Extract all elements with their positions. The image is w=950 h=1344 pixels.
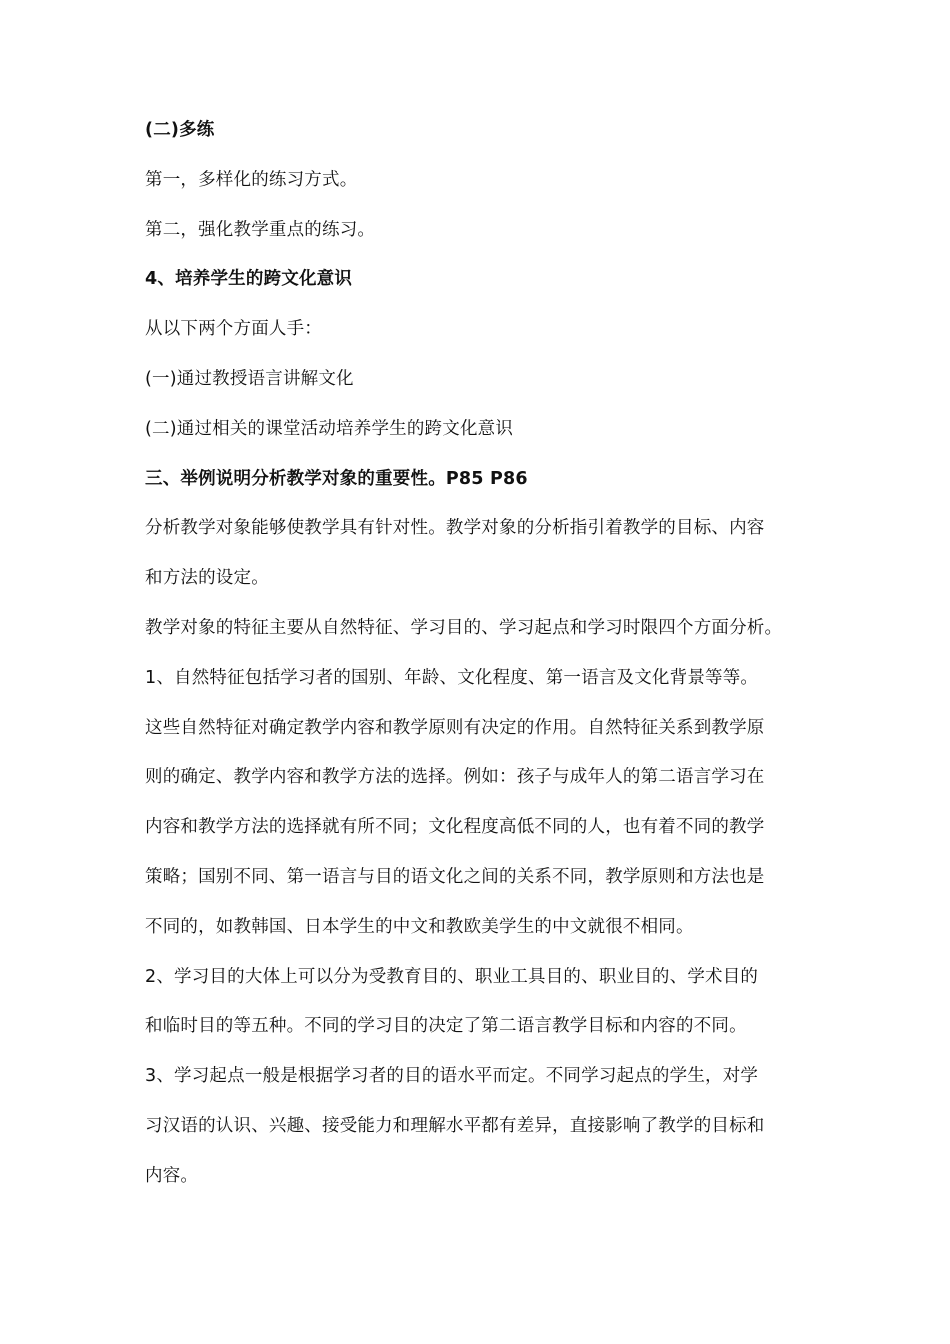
text-line: 则的确定、教学内容和教学方法的选择。例如：孩子与成年人的第二语言学习在 bbox=[145, 767, 765, 788]
heading-section-three bbox=[145, 455, 815, 505]
text-line: 和临时目的等五种。不同的学习目的决定了第二语言教学目标和内容的不同。 bbox=[145, 1016, 747, 1037]
text-line: 和方法的设定。 bbox=[145, 568, 269, 589]
text-line: 不同的，如教韩国、日本学生的中文和教欧美学生的中文就很不相同。 bbox=[145, 916, 694, 937]
text-line: 第一，多样化的练习方式。 bbox=[145, 169, 358, 190]
heading-line: (二)多练 bbox=[145, 120, 215, 140]
paragraph bbox=[145, 206, 815, 256]
heading-duolian bbox=[145, 106, 815, 156]
text-line: 分析教学对象能够使教学具有针对性。教学对象的分析指引着教学的目标、内容 bbox=[145, 518, 765, 539]
heading-line: 三、举例说明分析教学对象的重要性。P85 P86 bbox=[145, 468, 528, 489]
paragraph bbox=[145, 405, 815, 455]
text-line: 第二，强化教学重点的练习。 bbox=[145, 219, 376, 240]
text-line: (二)通过相关的课堂活动培养学生的跨文化意识 bbox=[145, 418, 514, 439]
paragraph bbox=[145, 355, 815, 405]
text-line: 这些自然特征对确定教学内容和教学原则有决定的作用。自然特征关系到教学原 bbox=[145, 717, 765, 738]
text-line: 教学对象的特征主要从自然特征、学习目的、学习起点和学习时限四个方面分析。 bbox=[145, 617, 783, 638]
paragraph bbox=[145, 654, 815, 704]
heading-cross-cultural bbox=[145, 255, 815, 305]
paragraph bbox=[145, 156, 815, 206]
paragraph bbox=[145, 305, 815, 355]
text-line: 从以下两个方面人手： bbox=[145, 319, 322, 340]
text-line: (一)通过教授语言讲解文化 bbox=[145, 368, 354, 389]
text-line: 3、学习起点一般是根据学习者的目的语水平而定。不同学习起点的学生，对学 bbox=[145, 1066, 759, 1087]
paragraph bbox=[145, 953, 815, 1053]
paragraph bbox=[145, 604, 815, 654]
paragraph bbox=[145, 504, 815, 604]
text-line: 策略；国别不同、第一语言与目的语文化之间的关系不同，教学原则和方法也是 bbox=[145, 866, 765, 887]
text-line: 内容和教学方法的选择就有所不同；文化程度高低不同的人，也有着不同的教学 bbox=[145, 817, 765, 838]
text-line: 2、学习目的大体上可以分为受教育目的、职业工具目的、职业目的、学术目的 bbox=[145, 966, 759, 987]
paragraph bbox=[145, 1052, 815, 1201]
document-body bbox=[145, 106, 815, 1202]
heading-line: 4、培养学生的跨文化意识 bbox=[145, 269, 353, 290]
text-line: 习汉语的认识、兴趣、接受能力和理解水平都有差异，直接影响了教学的目标和 bbox=[145, 1115, 765, 1136]
text-line: 内容。 bbox=[145, 1165, 199, 1186]
text-line: 1、自然特征包括学习者的国别、年龄、文化程度、第一语言及文化背景等等。 bbox=[145, 667, 759, 688]
paragraph bbox=[145, 704, 815, 953]
